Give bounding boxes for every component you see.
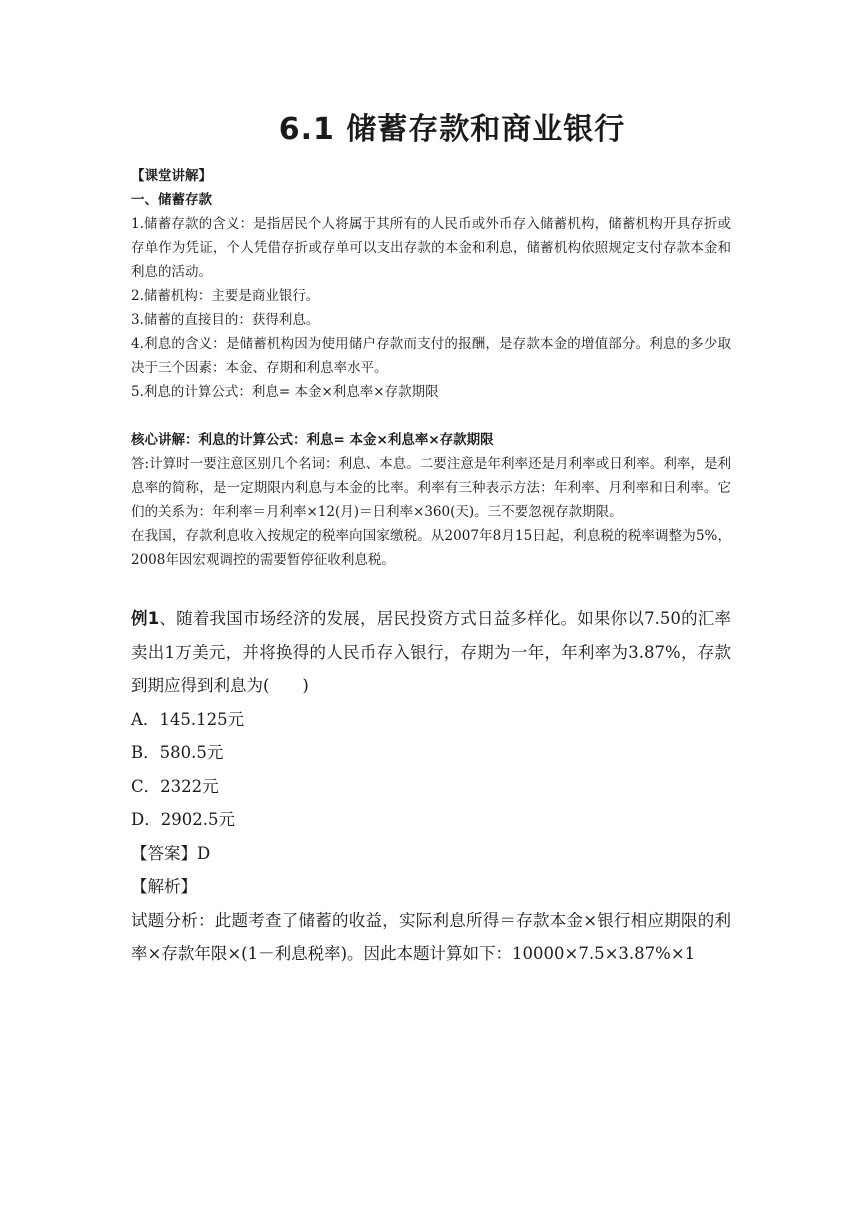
analysis-label: 【解析】 xyxy=(131,877,197,896)
page-title: 6.1 储蓄存款和商业银行 xyxy=(278,112,626,147)
point-3: 3.储蓄的直接目的：获得利息。 xyxy=(131,312,320,328)
point-5: 5.利息的计算公式：利息= 本金×利息率×存款期限 xyxy=(131,384,439,400)
analysis-text: 试题分析：此题考查了储蓄的收益，实际利息所得＝存款本金×银行相应期限的利率×存款年限×(1－利息税率)。因此本题计算如下：10000×7.5×3.87%×1 xyxy=(131,910,731,963)
example-label: 例1 xyxy=(131,609,160,628)
point-1: 1.储蓄存款的含义：是指居民个人将属于其所有的人民币或外币存入储蓄机构，储蓄机构开具存折或存单作为凭证，个人凭借存折或存单可以支出存款的本金和利息，储蓄机构依照规定支付存款本金和利息的活动。 xyxy=(131,216,731,280)
subsection-heading: 一、储蓄存款 xyxy=(131,192,212,208)
section-header: 【课堂讲解】 xyxy=(131,168,212,184)
core-tax-paragraph: 在我国，存款利息收入按规定的税率向国家缴税。从2007年8月15日起，利息税的税率调整为5%，2008年因宏观调控的需要暂停征收利息税。 xyxy=(131,528,731,568)
example-question-text: 、随着我国市场经济的发展，居民投资方式日益多样化。如果你以7.50的汇率卖出1万美元，并将换得的人民币存入银行，存期为一年，年利率为3.87%，存款到期应得到利息为( ) xyxy=(131,609,731,695)
point-2: 2.储蓄机构：主要是商业银行。 xyxy=(131,288,320,304)
spacer xyxy=(131,404,731,428)
option-c: C．2322元 xyxy=(131,776,219,796)
option-b: B．580.5元 xyxy=(131,743,224,762)
option-d: D．2902.5元 xyxy=(131,810,235,829)
point-4: 4.利息的含义：是储蓄机构因为使用储户存款而支付的报酬，是存款本金的增值部分。利息的多少取决于三个因素：本金、存期和利息率水平。 xyxy=(131,336,731,376)
core-heading: 核心讲解：利息的计算公式：利息= 本金×利息率×存款期限 xyxy=(131,432,494,448)
option-a: A．145.125元 xyxy=(131,709,245,729)
spacer xyxy=(131,572,731,602)
example-question xyxy=(131,602,731,703)
option-list xyxy=(131,703,731,837)
document-body xyxy=(131,164,731,971)
answer-line: 【答案】D xyxy=(131,843,211,863)
core-answer-paragraph: 答:计算时一要注意区别几个名词：利息、本息。二要注意是年利率还是月利率或日利率。利率，是利息率的简称，是一定期限内利息与本金的比率。利率有三种表示方法：年利率、月利率和日利率。它们的关系为：年利率＝月利率×12(月)＝日利率×360(天)。三不要忽视存款期限。 xyxy=(131,456,731,520)
